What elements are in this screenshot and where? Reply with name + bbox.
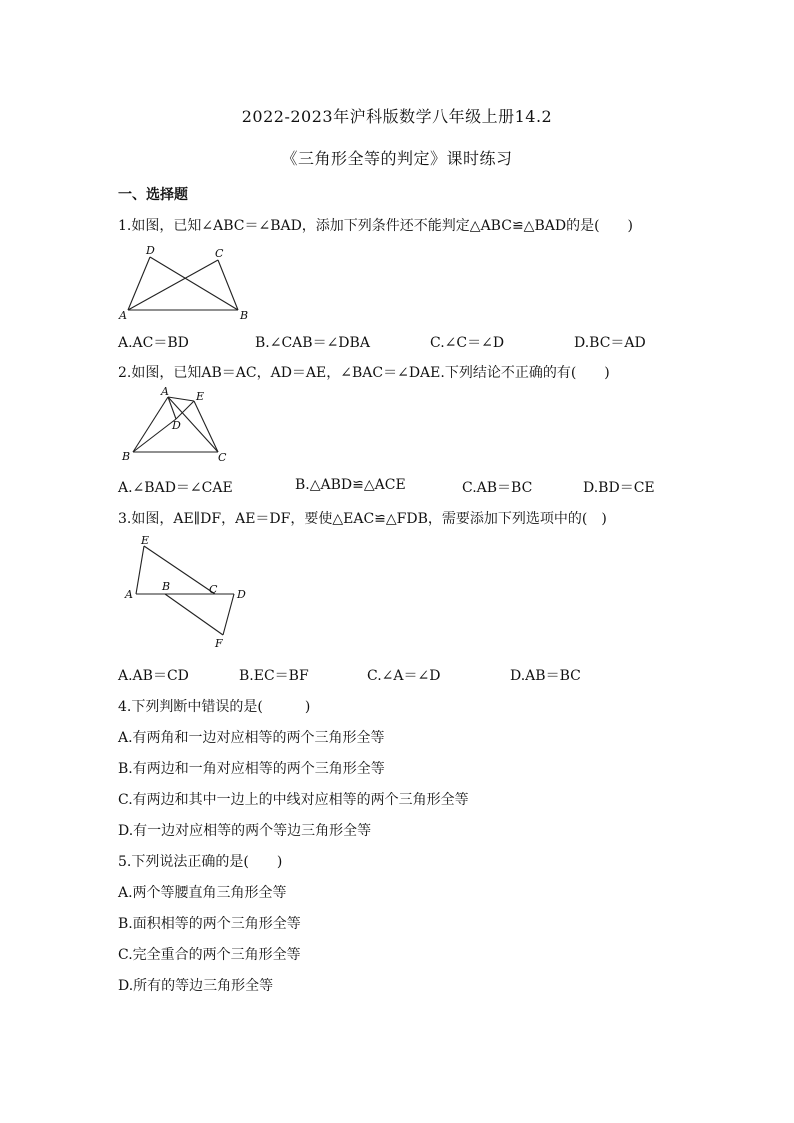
option-d: D.BC＝AD <box>574 335 646 351</box>
label-d: D <box>146 244 155 257</box>
option-c: C.AB＝BC <box>462 480 533 496</box>
label-c: C <box>218 451 227 464</box>
label-a: A <box>125 588 133 601</box>
question-4-option-c: C.有两边和其中一边上的中线对应相等的两个三角形全等 <box>118 792 469 808</box>
section-heading: 一、选择题 <box>118 187 188 203</box>
label-b: B <box>162 580 171 593</box>
question-4-option-b: B.有两边和一角对应相等的两个三角形全等 <box>118 761 385 777</box>
label-f: F <box>215 637 223 650</box>
question-5-option-c: C.完全重合的两个三角形全等 <box>118 947 301 963</box>
label-e: E <box>141 534 150 547</box>
label-c: C <box>209 583 218 596</box>
option-c: C.∠A＝∠D <box>367 668 441 684</box>
label-c: C <box>215 247 224 260</box>
segment-bd <box>133 419 176 452</box>
option-a: A.∠BAD＝∠CAE <box>118 480 233 496</box>
label-a: A <box>119 309 127 322</box>
segment-ae <box>168 397 194 401</box>
question-3-stem: 3.如图，AE∥DF，AE＝DF，要使△EAC≌△FDB，需要添加下列选项中的( ) <box>118 511 607 527</box>
label-d: D <box>237 588 246 601</box>
worksheet-subtitle: 《三角形全等的判定》课时练习 <box>281 149 513 168</box>
label-d: D <box>172 419 181 432</box>
question-5-option-a: A.两个等腰直角三角形全等 <box>118 885 287 901</box>
segment-ad <box>168 397 176 419</box>
label-e: E <box>196 390 205 403</box>
segment-df <box>223 594 234 635</box>
question-3-figure <box>118 532 258 652</box>
question-4-stem: 4.下列判断中错误的是( ) <box>118 699 311 715</box>
question-5-option-d: D.所有的等边三角形全等 <box>118 978 274 994</box>
segment-ad <box>128 257 150 310</box>
worksheet-title: 2022-2023年沪科版数学八年级上册14.2 <box>241 107 553 126</box>
segment-bf <box>165 594 223 635</box>
option-d: D.AB＝BC <box>510 668 581 684</box>
question-5-option-b: B.面积相等的两个三角形全等 <box>118 916 301 932</box>
option-d: D.BD＝CE <box>583 480 655 496</box>
question-2-figure <box>118 385 228 465</box>
segment-ac <box>128 260 218 310</box>
option-b: B.△ABD≌△ACE <box>295 477 406 493</box>
question-4-option-a: A.有两角和一边对应相等的两个三角形全等 <box>118 730 385 746</box>
question-2-stem: 2.如图，已知AB＝AC，AD＝AE，∠BAC＝∠DAE.下列结论不正确的有( ) <box>118 365 610 381</box>
label-b: B <box>240 309 249 322</box>
option-a: A.AB＝CD <box>118 668 189 684</box>
segment-ab <box>133 397 168 452</box>
segment-ec <box>194 401 218 452</box>
question-1-figure <box>118 243 248 323</box>
question-5-stem: 5.下列说法正确的是( ) <box>118 854 283 870</box>
option-b: B.EC＝BF <box>239 668 309 684</box>
segment-cb <box>218 260 238 310</box>
question-4-option-d: D.有一边对应相等的两个等边三角形全等 <box>118 823 372 839</box>
label-b: B <box>122 450 131 463</box>
label-a: A <box>161 385 169 398</box>
option-c: C.∠C＝∠D <box>430 335 505 351</box>
question-1-stem: 1.如图，已知∠ABC＝∠BAD，添加下列条件还不能判定△ABC≌△BAD的是( ) <box>118 218 633 234</box>
segment-ea <box>136 546 144 594</box>
segment-ec <box>144 546 215 594</box>
segment-db <box>150 257 238 310</box>
option-b: B.∠CAB＝∠DBA <box>255 335 370 351</box>
option-a: A.AC＝BD <box>118 335 189 351</box>
